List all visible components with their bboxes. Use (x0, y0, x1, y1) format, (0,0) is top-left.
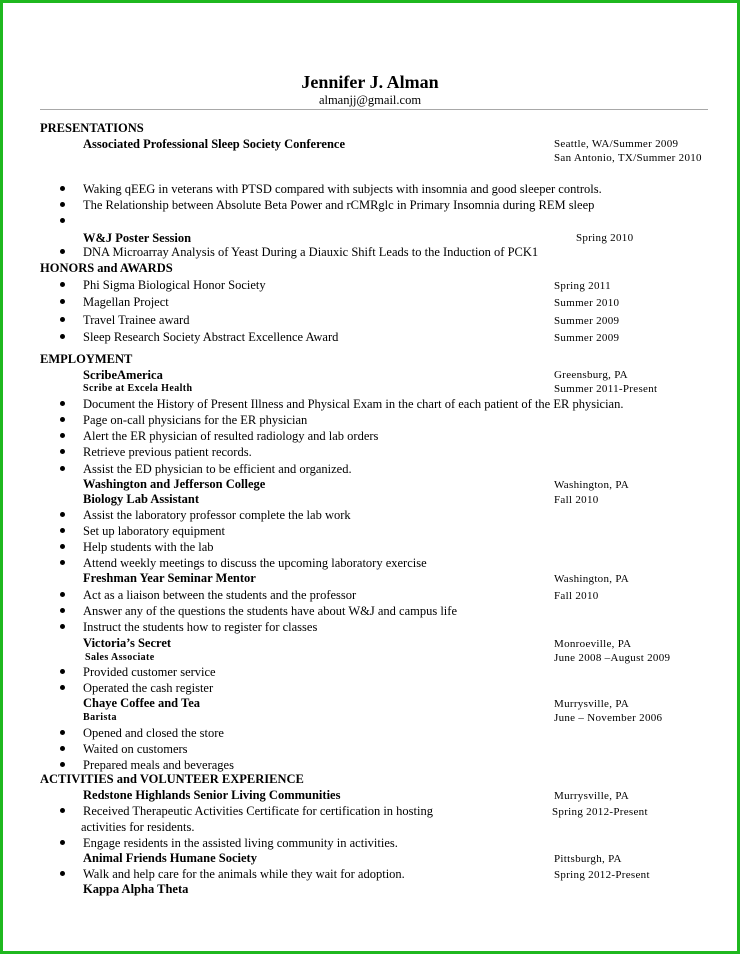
list-item: Document the History of Present Illness and Physical Exam in the chart of each patient of the ER physician. (83, 397, 624, 411)
list-item-continuation: activities for residents. (81, 820, 195, 834)
bullet (60, 840, 65, 845)
job-dates: Fall 2010 (554, 494, 599, 506)
list-item: Answer any of the questions the students have about W&J and campus life (83, 604, 457, 618)
employer-location: Monroeville, PA (554, 638, 632, 650)
list-item: Help students with the lab (83, 540, 214, 554)
bullet (60, 218, 65, 223)
section-heading-employment: EMPLOYMENT (40, 352, 133, 366)
bullet (60, 299, 65, 304)
resume-name: Jennifer J. Alman (301, 72, 439, 92)
employer-location: Washington, PA (554, 479, 630, 491)
job-dates: June – November 2006 (554, 712, 663, 724)
bullet (60, 624, 65, 629)
bullet (60, 746, 65, 751)
bullet (60, 317, 65, 322)
list-item: Assist the ED physician to be efficient and organized. (83, 462, 352, 476)
job-title: Scribe at Excela Health (83, 383, 193, 394)
job-title: Barista (83, 712, 117, 723)
section-heading-presentations: PRESENTATIONS (40, 121, 144, 135)
honor-item: Sleep Research Society Abstract Excellence Award (83, 330, 339, 344)
poster-session-title: W&J Poster Session (83, 231, 192, 245)
organization-name: Kappa Alpha Theta (83, 882, 189, 896)
bullet (60, 608, 65, 613)
list-item: The Relationship between Absolute Beta Power and rCMRglc in Primary Insomnia during REM sleep (83, 198, 595, 212)
list-item: Engage residents in the assisted living community in activities. (83, 836, 398, 850)
organization-name: Redstone Highlands Senior Living Communities (83, 788, 341, 802)
bullet (60, 560, 65, 565)
section-heading-honors: HONORS and AWARDS (40, 261, 173, 275)
bullet (60, 449, 65, 454)
organization-location: Pittsburgh, PA (554, 853, 622, 865)
list-item: Waited on customers (83, 742, 188, 756)
header-divider (40, 109, 708, 110)
list-item: Act as a liaison between the students and the professor (83, 588, 357, 602)
bullet (60, 433, 65, 438)
list-item: Received Therapeutic Activities Certificate for certification in hosting (83, 804, 433, 818)
employer-name: Victoria’s Secret (83, 636, 172, 650)
list-item: Opened and closed the store (83, 726, 224, 740)
poster-session-date: Spring 2010 (576, 232, 634, 244)
list-item: DNA Microarray Analysis of Yeast During a Diauxic Shift Leads to the Induction of PCK1 (83, 245, 539, 259)
bullet (60, 808, 65, 813)
activity-dates: Spring 2012-Present (554, 869, 650, 881)
conference-title: Associated Professional Sleep Society Conference (83, 137, 345, 151)
list-item: Provided customer service (83, 665, 216, 679)
job-title: Freshman Year Seminar Mentor (83, 571, 256, 585)
bullet (60, 466, 65, 471)
list-item: Prepared meals and beverages (83, 758, 234, 772)
bullet (60, 186, 65, 191)
honor-date: Summer 2010 (554, 297, 620, 309)
bullet (60, 282, 65, 287)
conference-location-1: Seattle, WA/Summer 2009 (554, 138, 679, 150)
bullet (60, 528, 65, 533)
organization-location: Murrysville, PA (554, 790, 629, 802)
job-dates: Summer 2011-Present (554, 383, 658, 395)
employer-location: Washington, PA (554, 573, 630, 585)
employer-name: Chaye Coffee and Tea (83, 696, 201, 710)
bullet (60, 871, 65, 876)
bullet (60, 417, 65, 422)
job-title: Sales Associate (85, 652, 155, 663)
activity-dates: Spring 2012-Present (552, 806, 648, 818)
bullet (60, 334, 65, 339)
list-item: Operated the cash register (83, 681, 214, 695)
honor-item: Magellan Project (83, 295, 169, 309)
organization-name: Animal Friends Humane Society (83, 851, 257, 865)
list-item: Instruct the students how to register for classes (83, 620, 318, 634)
bullet (60, 730, 65, 735)
list-item: Alert the ER physician of resulted radiology and lab orders (83, 429, 379, 443)
list-item: Set up laboratory equipment (83, 524, 225, 538)
bullet (60, 685, 65, 690)
bullet (60, 401, 65, 406)
employer-location: Murrysville, PA (554, 698, 629, 710)
bullet (60, 669, 65, 674)
list-item: Walk and help care for the animals while they wait for adoption. (83, 867, 405, 881)
bullet (60, 249, 65, 254)
section-heading-activities: ACTIVITIES and VOLUNTEER EXPERIENCE (40, 772, 304, 786)
bullet (60, 544, 65, 549)
honor-date: Summer 2009 (554, 315, 620, 327)
list-item: Attend weekly meetings to discuss the upcoming laboratory exercise (83, 556, 427, 570)
honor-item: Phi Sigma Biological Honor Society (83, 278, 266, 292)
employer-name: Washington and Jefferson College (83, 477, 266, 491)
honor-item: Travel Trainee award (83, 313, 190, 327)
job-title: Biology Lab Assistant (83, 492, 200, 506)
list-item: Page on-call physicians for the ER physician (83, 413, 308, 427)
job-dates: June 2008 –August 2009 (554, 652, 671, 664)
list-item: Retrieve previous patient records. (83, 445, 252, 459)
conference-location-2: San Antonio, TX/Summer 2010 (554, 152, 702, 164)
list-item: Waking qEEG in veterans with PTSD compared with subjects with insomnia and good sleeper controls. (83, 182, 602, 196)
employer-name: ScribeAmerica (83, 368, 163, 382)
job-dates: Fall 2010 (554, 590, 599, 602)
bullet (60, 762, 65, 767)
bullet (60, 512, 65, 517)
employer-location: Greensburg, PA (554, 369, 628, 381)
email-link[interactable]: almanjj@gmail.com (318, 93, 422, 107)
honor-date: Summer 2009 (554, 332, 620, 344)
list-item: Assist the laboratory professor complete the lab work (83, 508, 351, 522)
bullet (60, 202, 65, 207)
honor-date: Spring 2011 (554, 280, 611, 292)
bullet (60, 592, 65, 597)
